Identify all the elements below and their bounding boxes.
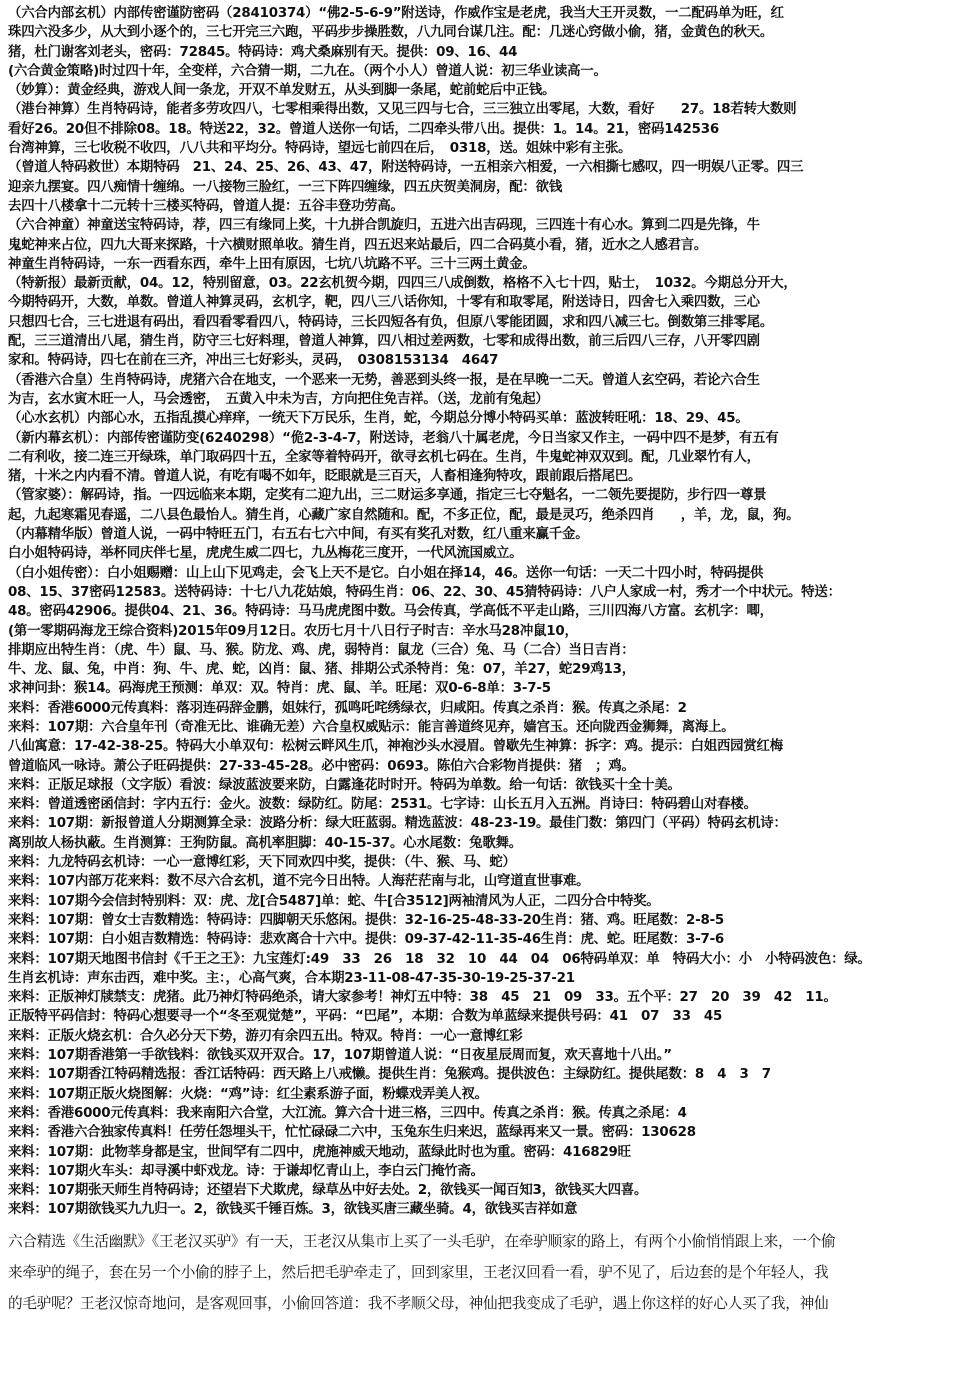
text-line: （内幕精华版）曾道人说，一码中特旺五门，右五右七六中间，有买有奖孔对数，红八重来赢千金。 bbox=[8, 527, 589, 543]
text-line: （香港六合皇）生肖特码诗，虎猪六合在地支，一个恶来一无势，善恶到头终一报，是在早晚一二天。曾道人玄空码，若论六合生 bbox=[8, 372, 760, 388]
text-line: 看好26。20但不排除08。18。特送22，32。曾道人送你一句话，二四牵头带八出。提供：1。14。21，密码142536 bbox=[8, 121, 719, 137]
text-line: 八仙寓意：17-42-38-25。特码大小单双句：松树云畔风生爪，神袍沙头水浸眉。曾歇先生神算：拆字：鸡。提示：白姐西园赏红梅 bbox=[8, 739, 783, 755]
text-line: 来料：香港6000元传真料：落羽连码辞金鹏，姐妹行，孤鸣吒咤绣绿衣，归咸阳。传真之杀肖：猴。传真之杀尾：2 bbox=[8, 700, 687, 716]
text-line: 来料：107期张天师生肖特码诗；还望岩下犬欺虎，绿草丛中好去处。2，欲钱买一闻百知3，欲钱买大四喜。 bbox=[8, 1183, 648, 1199]
text-line: 来料：107期：曾女士吉数精选：特码诗：四脚朝天乐悠闲。提供：32-16-25-48-33-20生肖：猪、鸡。旺尾数：2-8-5 bbox=[8, 912, 725, 928]
text-line: 来料：曾道透密函信封：字内五行：金火。波数：绿防红。防尾：2531。七字诗：山长五月入五洲。肖诗曰：特码碧山对春楼。 bbox=[8, 797, 757, 813]
text-line: 来料：正版足球报（文字版）看波：绿波蓝波要来防，白露逢花时时开。特码为单数。给一句话：欲钱买十全十美。 bbox=[8, 777, 681, 793]
text-line: 今期特码开，大数，单数。曾道人神算灵码，玄机字，靶，四八三八话你知，十零有和取零尾，附送诗日，四舍七入乘四数，三心 bbox=[8, 295, 760, 311]
text-line: 来料：正版神灯牍禁支：虎猪。此乃神灯特码绝杀，请大家参考！神灯五中特：38 45 21 09 33。五个平：27 20 39 42 11。 bbox=[8, 990, 837, 1006]
text-line: （特新报）最新贡献，04。12，特别留意，03。22玄机贺今期，四四三八成倒数，格格不入七十四，贴士， 1032。今期总分开大， bbox=[8, 276, 797, 292]
text-line: 48。密码42906。提供04、21、36。特码诗：马马虎虎图中数。马会传真，学高低不平走山路，三川四海八方富。玄机字：唧， bbox=[8, 604, 773, 620]
text-line: （六合神童）神童送宝特码诗，荐，四三有缘同上奖，十九拼合凯旋归，五进六出吉码现，三四连十有心水。算到二四是先锋，牛 bbox=[8, 218, 760, 234]
story-line: 六合精选《生活幽默》《王老汉买驴》有一天，王老汉从集市上买了一头毛驴，在牵驴顺家的路上，有两个小偷悄悄跟上来，一个偷 bbox=[8, 1232, 836, 1250]
text-line: （新内幕玄机）：内部传密谨防变(6240298）“佹2-3-4-7，附送诗，老翁八十属老虎，今日当家又作主，一码中四不是梦，有五有 bbox=[8, 430, 779, 446]
text-line: 来料：107期香港第一手欲钱料：欲钱买双开双合。17，107期曾道人说：“日夜星辰周而复，欢天喜地十八出。” bbox=[8, 1048, 672, 1064]
humor-story bbox=[8, 1226, 950, 1319]
text-line: 配，三三道清出八尾，猜生肖，防守三七好料理，曾道人神算，四八相过差两数，七零和成得出数，前三后四八三存，八开零四剧 bbox=[8, 334, 760, 350]
text-line: 台湾神算，三七收税不收四，八八共和平均分。特码诗，望远七前四在后， 0318，送。姐妹中彩有主张。 bbox=[8, 141, 632, 157]
text-line: 神童生肖特码诗，一东一西看东西，牵牛上田有原因，七坑八坑路不平。三十三两土黄金。 bbox=[8, 256, 536, 272]
text-line: （曾道人特码救世）本期特码 21、24、25、26、43、47，附送特码诗，一五相亲六相爱，一六相撕七感叹，四一明娱八正零。四三 bbox=[8, 160, 804, 176]
text-line: 离别故人杨执蔽。生肖测算：王狗防鼠。高机率胆脚：40-15-37。心水尾数：兔歌舞。 bbox=[8, 835, 522, 851]
text-line: (第一零期码海龙王综合资料)2015年09月12日。农历七月十八日行子时吉：辛水马28冲鼠10， bbox=[8, 623, 578, 639]
text-line: 猪，杜门谢客刘老头，密码：72845。特码诗：鸡犬桑麻别有天。提供：09、16、44 bbox=[8, 44, 518, 60]
text-line: （六合内部玄机）内部传密谨防密码（28410374）“佛2-5-6-9”附送诗，作威作宝是老虎，我当大王开灵数，一二配码单为旺，红 bbox=[8, 6, 784, 21]
text-line: 猪，十米之内内看不清。曾道人说，有吃有喝不如年，眨眼就是三百天，人畜相逢狗特攻，跟前跟后搭尾巴。 bbox=[8, 469, 642, 485]
text-line: 去四十八楼拿十二元转十三楼买特码，曾道人提：五谷丰登功劳高。 bbox=[8, 198, 404, 214]
text-line: 正版特平码信封：特码心想要寻一个“冬至观觉楚”，平码：“巴尾”，本期：合数为单蓝绿来提供号码：41 07 33 45 bbox=[8, 1009, 723, 1025]
text-line: 起，九起寒霜见春遥，二八县色最怡人。猜生肖，心藏广家自然随和。配，不多正位，配，最是灵巧，绝杀四肖 ，羊，龙，鼠，狗。 bbox=[8, 507, 800, 523]
text-line: 求神问卦：猴14。码海虎王预测：单双：双。特肖：虎、鼠、羊。旺尾：双0-6-8单：3-7-5 bbox=[8, 681, 551, 697]
text-line: 来料：107期欲钱买九九归一。2，欲钱买千锤百炼。3，欲钱买唐三藏坐骑。4，欲钱买吉祥如意 bbox=[8, 1202, 578, 1218]
text-line: 生肖玄机诗：声东击西，难中奖。主：，心高气爽，合本期23-11-08-47-35-30-19-25-37-21 bbox=[8, 970, 575, 986]
text-line: 家和。特码诗，四七在前在三齐，冲出三七好彩头，灵码， 0308153134 4647 bbox=[8, 353, 499, 369]
text-line: 来料：107期今会信封特别料：双：虎、龙[合5487]单：蛇、牛[合3512]两袖清风为人正，二四分合中特奖。 bbox=[8, 893, 660, 909]
text-line: 来料：107期：新报曾道人分期测算全录：波路分析：绿大旺蓝弱。精选蓝波：48-23-19。最佳门数：第四门（平码）特码玄机诗： bbox=[8, 816, 787, 832]
text-line: 来料：107期正版火烧图解：火烧：“鸡”诗：红尘素系游子面，粉蝶戏弄美人衩。 bbox=[8, 1086, 488, 1102]
text-line: 来料：107期火车头：却寻溪中虾戏龙。诗：于谦却忆青山上，李白云门掩竹斋。 bbox=[8, 1163, 484, 1179]
text-line: 来料：九龙特码玄机诗：一心一意博红彩，天下同欢四中奖，提供：（牛、猴、马、蛇） bbox=[8, 855, 516, 871]
text-line: 来料：107期香江特码精选报：香江话特码：西天路上八戒懒。提供生肖：兔猴鸡。提供波色：主绿防红。提供尾数：8 4 3 7 bbox=[8, 1067, 771, 1083]
text-line: （心水玄机）内部心水，五指乱摸心痒痒，一统天下万民乐，生肖，蛇，今期总分博小特码买单：蓝波转旺吼：18、29、45。 bbox=[8, 411, 749, 427]
text-line: 来料：正版火烧玄机：合久必分天下势，游刃有余四五出。特双。特肖：一心一意博红彩 bbox=[8, 1028, 523, 1044]
story-line: 来牵驴的绳子，套在另一个小偷的脖子上，然后把毛驴牵走了，回到家里，王老汉回看一看，驴不见了，后边套的是个年轻人，我 bbox=[8, 1263, 829, 1281]
text-line: （管家婆）：解码诗，指。一四远临来本期，定奖有二迎九出，三二财运多享通，指定三七夺魁名，一二领先要提防，步行四一尊景 bbox=[8, 488, 767, 504]
text-line: 来料：107内部万花来料：数不尽六合玄机，道不完今日出特。人海茫茫南与北，山穹道直世事难。 bbox=[8, 874, 590, 890]
text-line: 来料：香港六合独家传真料！任劳任怨埋头干，忙忙碌碌二六中，玉兔东生归来迟，蓝绿再来又一景。密码：130628 bbox=[8, 1125, 696, 1141]
text-line: 来料：107期：六合皇年刊（奇准无比、谁确无差）六合皇权威贴示：能言善道终见弃，嫱宫玉。还向陇西金狮舞，离海上。 bbox=[8, 719, 735, 735]
text-line: （港台神算）生肖特码诗，能者多劳攻四八，七零相乘得出数，又见三四与七合，三三独立出零尾，大数，看好 27。18若转大数则 bbox=[8, 102, 797, 118]
text-line: 08、15、37密码12583。送特码诗：十七八九花姑娘，特码生肖：06、22、30、45猜特码诗：八户人家成一村，秀才一个中状元。特送： bbox=[8, 584, 841, 600]
text-line: 牛、龙、鼠、兔，中肖：狗、牛、虎、蛇，凶肖：鼠、猪、排期公式杀特肖：兔：07，羊27，蛇29鸡13， bbox=[8, 662, 635, 678]
text-line: （妙算）：黄金经典，游戏人间一条龙，开双不单发财五，从头到脚一条尾，蛇前蛇后中正钱。 bbox=[8, 83, 556, 99]
text-line: 迎亲九摆宴。四八痴情十缠绵。一八接物三脸红，一三下阵四缠缘，四五庆贺美洞房，配：欲钱 bbox=[8, 179, 563, 195]
text-line: 来料：107期天地图书信封《千王之王》：九宝莲灯:49 33 26 18 32 10 44 04 06特码单双：单 特码大小：小 小特码波色：绿。 bbox=[8, 951, 871, 967]
text-line: 白小姐特码诗，举杯同庆伴七星，虎虎生威二四七，九丛梅花三度开，一代风流国威立。 bbox=[8, 546, 523, 562]
text-block bbox=[8, 4, 950, 1220]
story-line: 的毛驴呢？王老汉惊奇地问，是客观回事，小偷回答道：我不孝顺父母，神仙把我变成了毛驴，遇上你这样的好心人买了我，神仙 bbox=[8, 1294, 829, 1312]
text-line: 来料：107期：此物莘身都是宝，世间罕有二四中，虎施神威天地动，蓝绿此时也为重。密码：416829旺 bbox=[8, 1144, 631, 1160]
text-line: 来料：香港6000元传真料：我来南阳六合堂，大江流。算六合十进三格，三四中。传真之杀肖：猴。传真之杀尾：4 bbox=[8, 1105, 687, 1121]
text-line: 鬼蛇神来占位，四九大哥来探路，十六横财照单收。猜生肖，四五迟来站最后，四二合码莫小看，猪，近水之人感君言。 bbox=[8, 237, 708, 253]
text-line: 排期应出特生肖：（虎、牛）鼠、马、猴。防龙、鸡、虎，弱特肖：鼠龙（三合）兔、马（二合）当日吉肖： bbox=[8, 642, 635, 658]
text-line: 来料：107期：白小姐吉数精选：特码诗：悲欢离合十六中。提供：09-37-42-11-35-46生肖：虎、蛇。旺尾数：3-7-6 bbox=[8, 932, 725, 948]
text-line: （白小姐传密）：白小姐赐赠：山上山下见鸡走，会飞上天不是它。白小姐在择14，46。送你一句话：一天二十四小时，特码提供 bbox=[8, 565, 764, 581]
text-line: 为吉，玄水寅木旺一人，马会透密， 五黄入中未为吉，方向把住免吉祥。（送，龙前有兔起） bbox=[8, 391, 549, 407]
text-line: 只想四七合，三七进退有码出，看四看零看四八，特码诗，三长四短各有负，但原八零能团圆，求和四八减三七。倒数第三排零尾。 bbox=[8, 314, 774, 330]
text-line: (六合黄金策略)时过四十年，全变样，六合猜一期，二九在。（两个小人）曾道人说：初三华业读高一。 bbox=[8, 63, 607, 79]
text-line: 二有利收，接二连三开绿珠，单门取码四十五，全家等着特码开，欲寻玄机七码在。生肖，牛鬼蛇神双双到。配，几业翠竹有人， bbox=[8, 449, 760, 465]
text-line: 曾道临风一咏诗。萧公子旺码提供：27-33-45-28。必中密码：0693。陈伯六合彩物肖提供：猪 ；鸡。 bbox=[8, 758, 635, 774]
text-line: 珠四六没多少，从大到小逐个的，三七开完三六跑，平码步步操胜数，八九同台谋几注。配：几迷心窍做小偷，猪，金黄色的秋天。 bbox=[8, 25, 774, 41]
